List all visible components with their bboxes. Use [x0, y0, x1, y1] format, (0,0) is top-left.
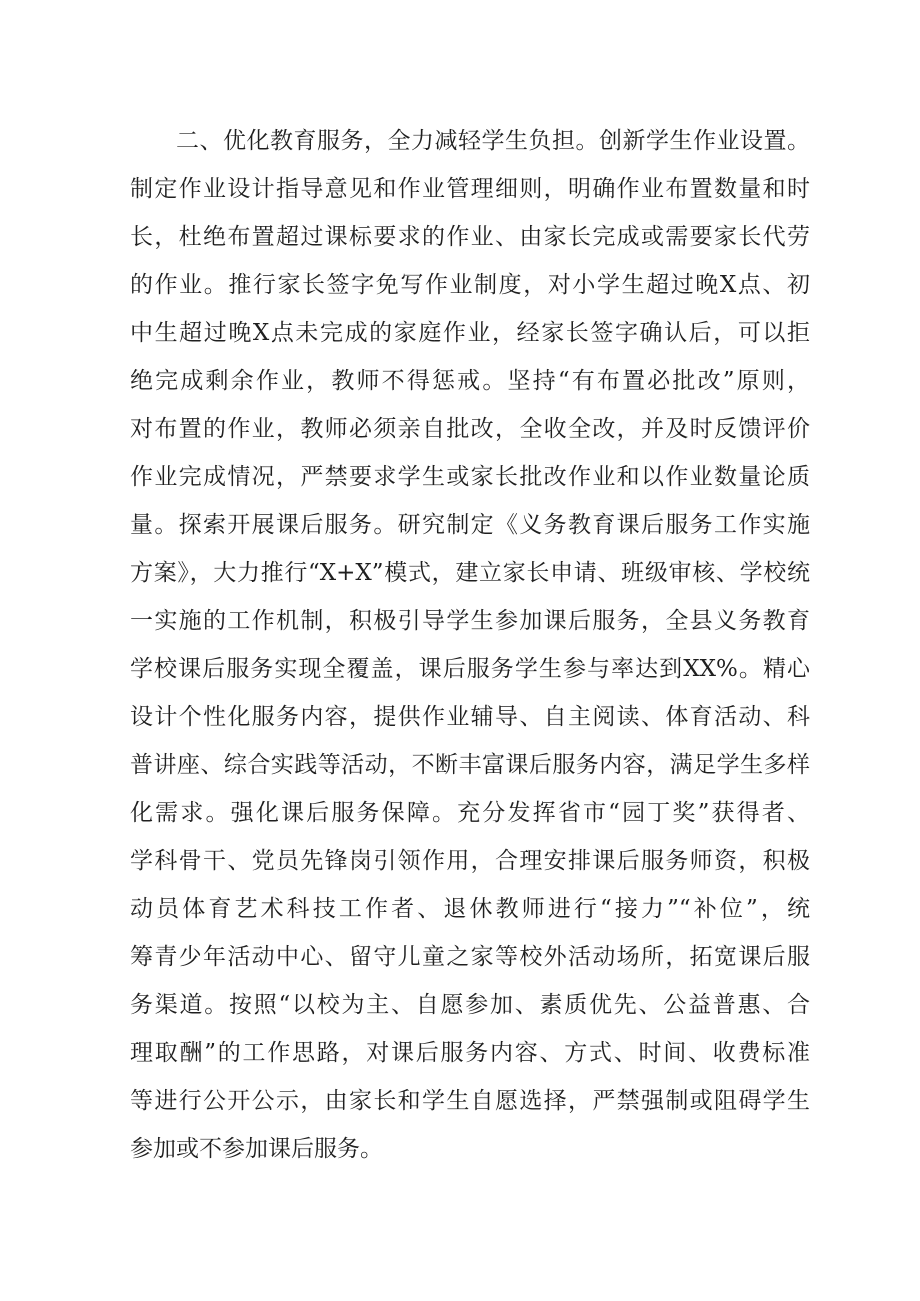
paragraph-line: 长，杜绝布置超过课标要求的作业、由家长完成或需要家长代劳	[130, 224, 810, 250]
paragraph-line: 参加或不参加课后服务。	[130, 1136, 383, 1162]
paragraph-line: 理取酬”的工作思路，对课后服务内容、方式、时间、收费标准	[130, 1040, 810, 1066]
paragraph-line: 化需求。强化课后服务保障。充分发挥省市“园丁奖”获得者、	[130, 800, 810, 826]
paragraph-line: 方案》，大力推行“X+X”模式，建立家长申请、班级审核、学校统	[130, 560, 810, 586]
paragraph-line: 中生超过晚X点未完成的家庭作业，经家长签字确认后，可以拒	[130, 320, 810, 346]
paragraph-line: 二、优化教育服务，全力减轻学生负担。创新学生作业设置。	[176, 128, 810, 154]
paragraph-line: 务渠道。按照“以校为主、自愿参加、素质优先、公益普惠、合	[130, 992, 810, 1018]
paragraph-line: 制定作业设计指导意见和作业管理细则，明确作业布置数量和时	[130, 176, 810, 202]
paragraph-line: 绝完成剩余作业，教师不得惩戒。坚持“有布置必批改”原则，	[130, 368, 810, 394]
paragraph-line: 作业完成情况，严禁要求学生或家长批改作业和以作业数量论质	[130, 464, 810, 490]
paragraph-line: 设计个性化服务内容，提供作业辅导、自主阅读、体育活动、科	[130, 704, 810, 730]
paragraph-line: 一实施的工作机制，积极引导学生参加课后服务，全县义务教育	[130, 608, 810, 634]
body-paragraph	[130, 117, 810, 1173]
paragraph-line: 对布置的作业，教师必须亲自批改，全收全改，并及时反馈评价	[130, 416, 810, 442]
paragraph-line: 学科骨干、党员先锋岗引领作用，合理安排课后服务师资，积极	[130, 848, 810, 874]
paragraph-line: 筹青少年活动中心、留守儿童之家等校外活动场所，拓宽课后服	[130, 944, 810, 970]
paragraph-line: 普讲座、综合实践等活动，不断丰富课后服务内容，满足学生多样	[130, 752, 810, 778]
paragraph-line: 量。探索开展课后服务。研究制定《义务教育课后服务工作实施	[130, 512, 810, 538]
paragraph-line: 的作业。推行家长签字免写作业制度，对小学生超过晚X点、初	[130, 272, 810, 298]
paragraph-line: 等进行公开公示，由家长和学生自愿选择，严禁强制或阻碍学生	[130, 1088, 810, 1114]
paragraph-line: 学校课后服务实现全覆盖，课后服务学生参与率达到XX%。精心	[130, 656, 810, 682]
paragraph-line: 动员体育艺术科技工作者、退休教师进行“接力”“补位”，统	[130, 896, 810, 922]
